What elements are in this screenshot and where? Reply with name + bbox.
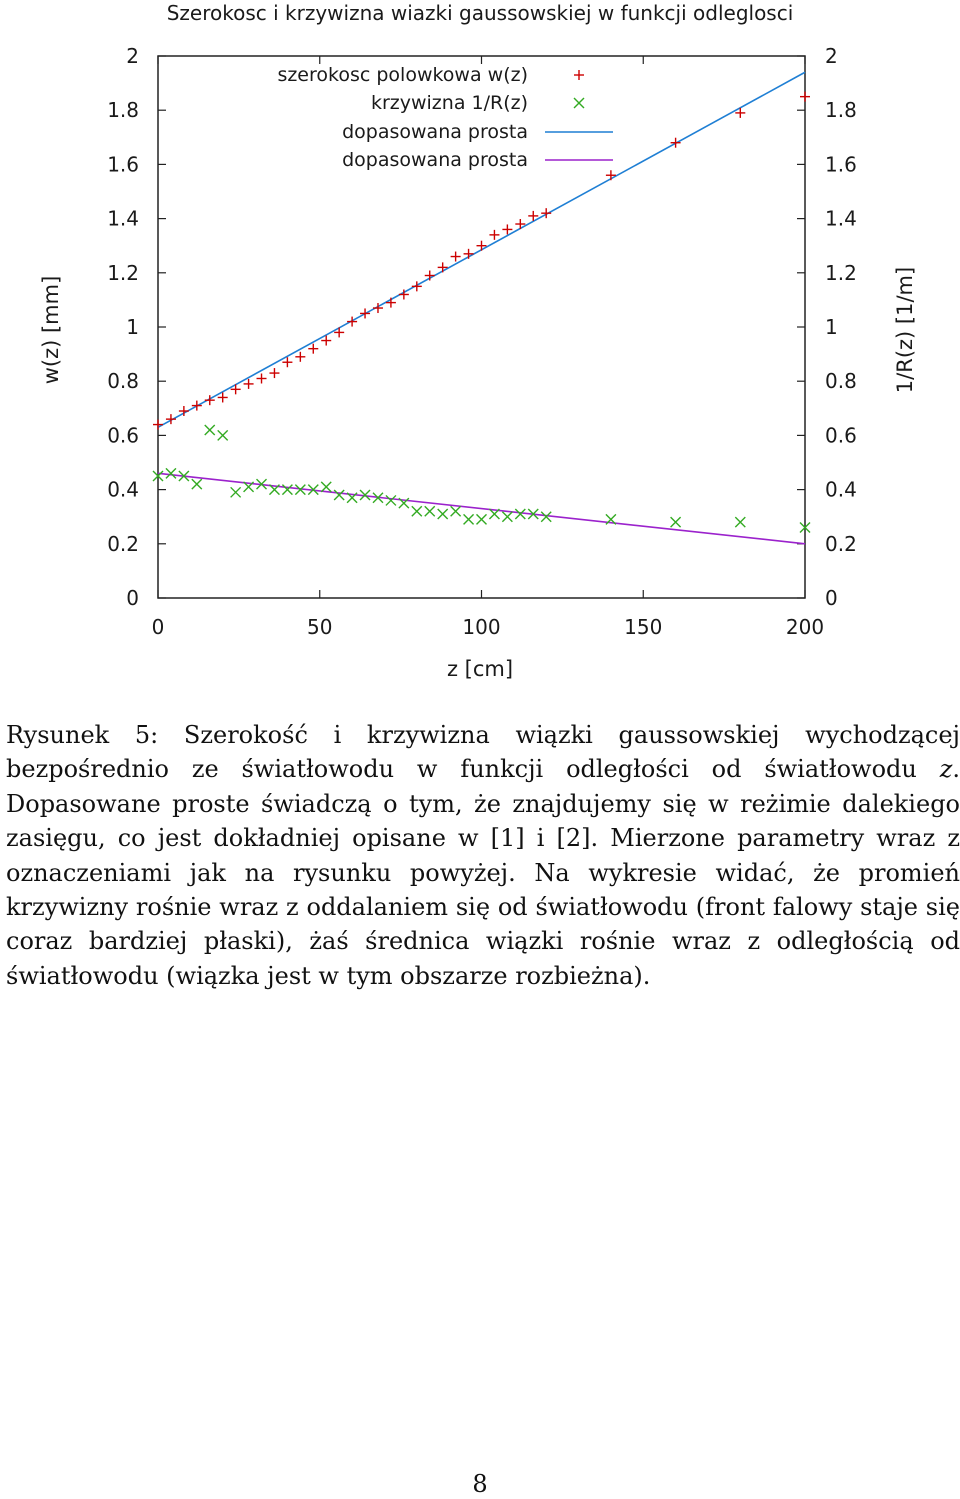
caption-text-1: Szerokość i krzywizna wiązki gaussowskiej wychodzącej bezpośrednio ze światłowodu w funkcji odległości od światłowodu — [6, 721, 960, 784]
legend-label-w: szerokosc polowkowa w(z) — [277, 64, 528, 86]
x-tick-label: 200 — [785, 615, 825, 639]
marker-plus — [477, 241, 487, 251]
x-tick-label: 100 — [462, 615, 501, 639]
marker-plus — [386, 298, 396, 308]
marker-cross — [386, 495, 396, 505]
y-tick-label: 0 — [126, 586, 139, 610]
marker-cross — [464, 514, 474, 524]
marker-cross — [321, 482, 331, 492]
y2-axis-ticks — [825, 44, 857, 610]
marker-cross — [205, 425, 215, 435]
marker-cross — [502, 512, 512, 522]
y2-tick-label: 1.4 — [825, 206, 857, 231]
marker-cross — [282, 485, 292, 495]
marker-plus — [438, 262, 448, 272]
y2-tick-label: 0 — [825, 586, 838, 610]
marker-cross — [515, 509, 525, 519]
caption-math: z — [939, 755, 953, 784]
caption-label: Rysunek 5: — [6, 721, 159, 749]
marker-cross — [218, 430, 228, 440]
y2-tick-label: 1.2 — [825, 260, 857, 285]
marker-cross — [192, 479, 202, 489]
y2-axis-label: 1/R(z) [1/m] — [893, 266, 917, 394]
marker-plus — [308, 344, 318, 354]
caption-text-2: . Dopasowane proste świadczą o tym, że znajdujemy się w reżimie dalekiego zasięgu, co jest dokładniej opisane w [1] i [2]. Mierzone parametry wraz z oznaczeniami jak na rysunku powyżej. Na wykresie widać, że promień krzywizny rośnie wraz z oddalaniem się od światłowodu (front falowy staje się coraz bardziej płaski), żaś średnica wiązki rośnie wraz z odległością od światłowodu (wiązka jest w tym obszarze rozbieżna). — [6, 755, 960, 990]
y-tick-label: 1 — [126, 315, 139, 339]
y-tick-label: 0.6 — [107, 423, 139, 448]
marker-cross — [477, 514, 487, 524]
y2-tick-label: 1 — [825, 315, 838, 339]
x-axis-label: z [cm] — [446, 657, 514, 681]
legend — [277, 64, 613, 171]
y-axis-label: w(z) [mm] — [39, 275, 63, 385]
y2-tick-label: 0.4 — [825, 477, 857, 502]
chart-title: Szerokosc i krzywizna wiazki gaussowskiej w funkcji odleglosci — [166, 1, 794, 25]
figure-caption — [6, 718, 960, 993]
y-tick-label: 2 — [126, 44, 139, 68]
marker-plus — [360, 308, 370, 318]
legend-label-fit-blue: dopasowana prosta — [342, 121, 528, 143]
marker-plus — [192, 401, 202, 411]
legend-label-fit-purple: dopasowana prosta — [342, 149, 528, 171]
x-tick-label: 150 — [624, 615, 663, 639]
marker-plus — [269, 368, 279, 378]
marker-plus — [425, 271, 435, 281]
marker-cross — [425, 506, 435, 516]
page-number: 8 — [472, 1470, 488, 1498]
y-tick-label: 0.8 — [107, 369, 139, 394]
marker-plus — [800, 92, 810, 102]
y2-tick-label: 2 — [825, 44, 838, 68]
x-tick-label: 0 — [151, 615, 165, 639]
marker-plus — [257, 373, 267, 383]
marker-plus — [295, 352, 305, 362]
marker-plus — [671, 138, 681, 148]
x-axis-ticks — [152, 56, 824, 639]
marker-cross — [166, 468, 176, 478]
marker-plus — [153, 420, 163, 430]
marker-cross — [451, 506, 461, 516]
fit-line-3 — [158, 473, 805, 543]
figure-chart — [0, 0, 960, 700]
marker-cross — [735, 517, 745, 527]
y-tick-label: 1.4 — [107, 206, 139, 231]
y-tick-label: 0.2 — [107, 531, 139, 556]
x-tick-label: 50 — [307, 615, 333, 639]
legend-label-r: krzywizna 1/R(z) — [370, 92, 528, 114]
marker-plus — [606, 170, 616, 180]
marker-cross — [334, 490, 344, 500]
marker-cross — [412, 506, 422, 516]
marker-plus — [451, 252, 461, 262]
marker-plus — [515, 219, 525, 229]
y2-tick-label: 1.8 — [825, 98, 857, 123]
marker-cross — [438, 509, 448, 519]
y2-tick-label: 0.2 — [825, 531, 857, 556]
y2-tick-label: 0.8 — [825, 369, 857, 394]
y2-tick-label: 1.6 — [825, 152, 857, 177]
legend-keys — [545, 70, 613, 160]
marker-plus — [464, 249, 474, 259]
marker-cross — [671, 517, 681, 527]
y-tick-label: 1.6 — [107, 152, 139, 177]
y2-tick-label: 0.6 — [825, 423, 857, 448]
marker-plus — [244, 379, 254, 389]
y-tick-label: 0.4 — [107, 477, 139, 502]
y-tick-label: 1.2 — [107, 260, 139, 285]
marker-plus — [489, 230, 499, 240]
y-tick-label: 1.8 — [107, 98, 139, 123]
marker-cross — [231, 487, 241, 497]
